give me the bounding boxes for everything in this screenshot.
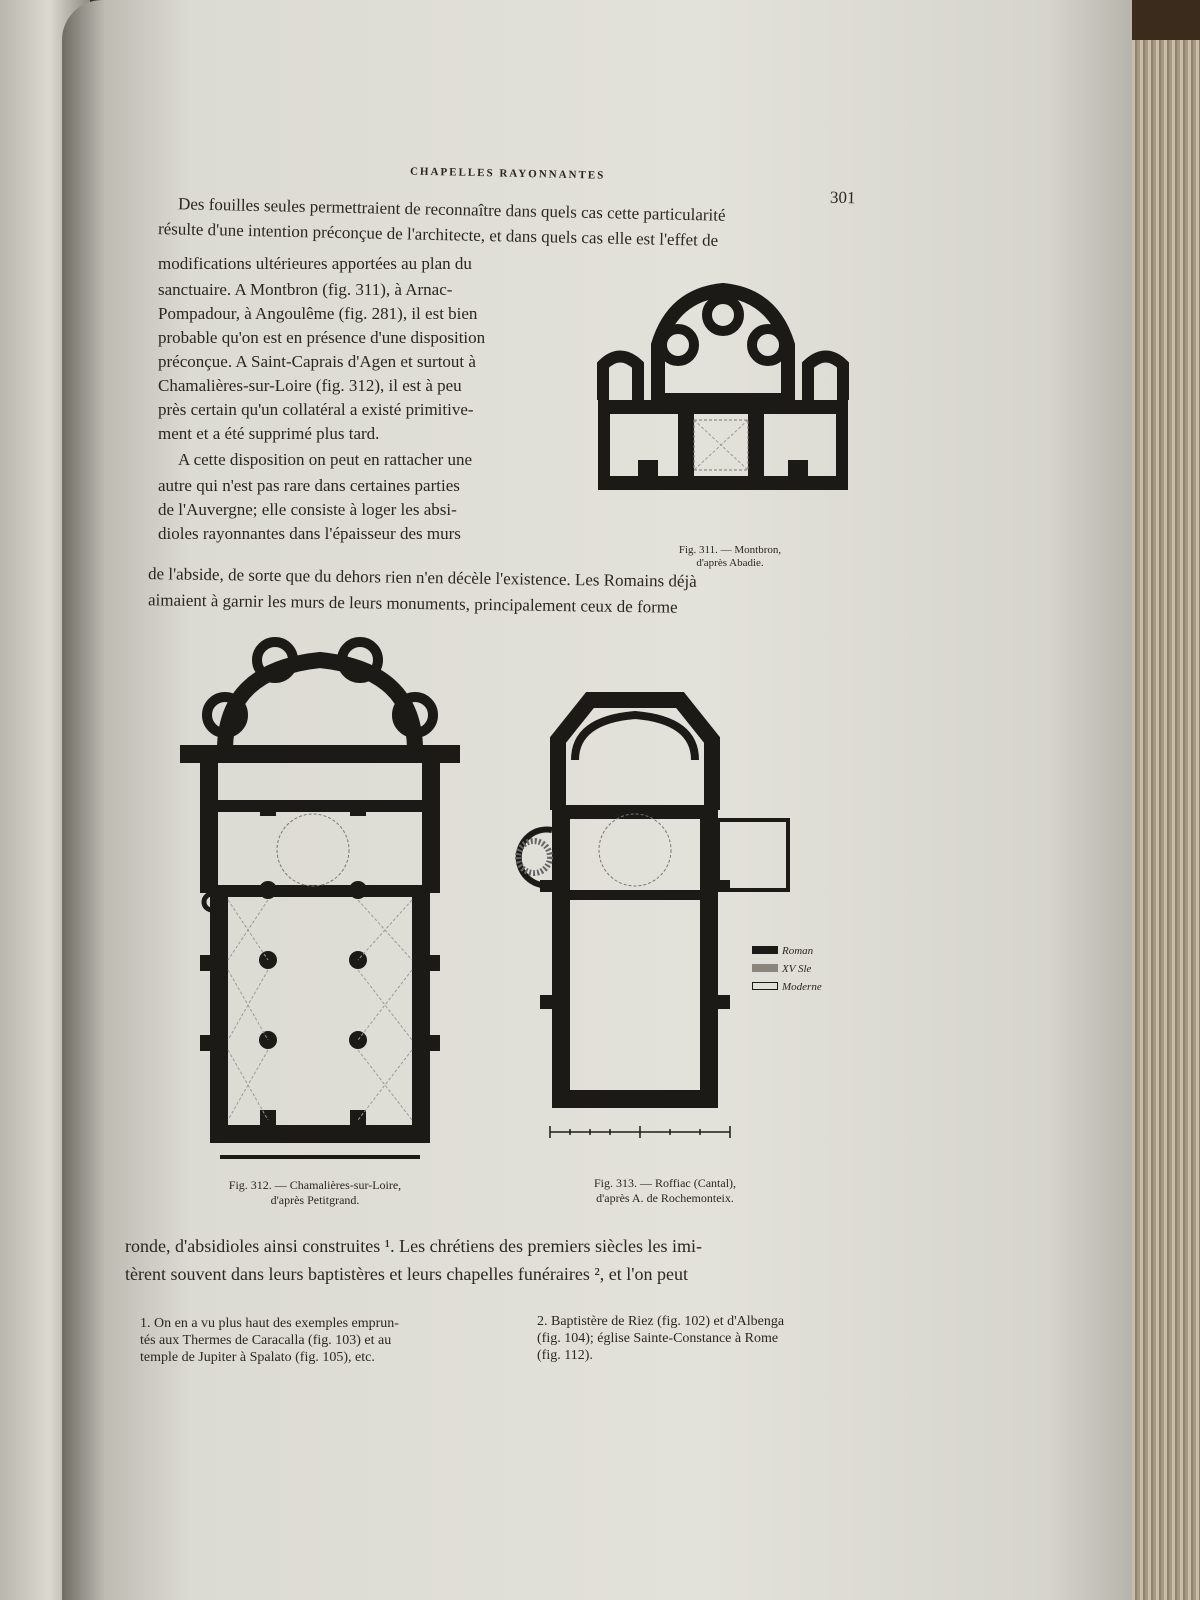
text-line: aimaient à garnir les murs de leurs monuments, principalement ceux de forme — [147, 590, 678, 617]
fig-313-plan — [530, 700, 860, 1150]
legend-item — [752, 960, 822, 978]
text-line: de l'Auvergne; elle consiste à loger les absi- — [158, 500, 457, 519]
footnote-line: 2. Baptistère de Riez (fig. 102) et d'Albenga — [537, 1314, 785, 1329]
text-line: Des fouilles seules permettraient de reconnaître dans quels cas cette particularité — [177, 194, 726, 225]
text-line: modifications ultérieures apportées au plan du — [158, 254, 472, 273]
text-line: probable qu'on est en présence d'une disposition — [158, 328, 486, 347]
footnote-1 — [140, 1315, 520, 1366]
legend-swatch — [752, 982, 778, 990]
caption-line: d'après A. de Rochemonteix. — [596, 1191, 734, 1205]
fig-312-caption — [180, 1178, 450, 1208]
footnote-2 — [537, 1313, 897, 1364]
footnote-line: 1. On en a vu plus haut des exemples emprun- — [140, 1316, 399, 1331]
text-line: près certain qu'un collatéral a existé primitive- — [158, 400, 474, 419]
caption-line: d'après Abadie. — [696, 557, 764, 569]
legend-item — [752, 978, 822, 996]
text-line: de l'abside, de sorte que du dehors rien n'en décèle l'existence. Les Romains déjà — [147, 564, 697, 591]
caption-line: Fig. 311. — Montbron, — [678, 544, 782, 556]
running-head: CHAPELLES RAYONNANTES — [409, 165, 606, 182]
text-line: A cette disposition on peut en rattacher une — [178, 450, 473, 469]
text-line: sanctuaire. A Montbron (fig. 311), à Arnac- — [158, 280, 453, 299]
text-line: tèrent souvent dans leurs baptistères et leurs chapelles funéraires ², et l'on peut — [125, 1264, 688, 1284]
fig-311-caption — [640, 544, 820, 570]
footnote-line: (fig. 104); église Sainte-Constance à Rome — [537, 1331, 779, 1346]
legend-label: XV Sle — [782, 963, 812, 975]
footnote-line: temple de Jupiter à Spalato (fig. 105), etc. — [140, 1350, 375, 1365]
caption-line: Fig. 312. — Chamalières-sur-Loire, — [228, 1178, 402, 1192]
text-line: autre qui n'est pas rare dans certaines parties — [158, 476, 460, 495]
plan-legend — [752, 942, 822, 996]
fig-311-plan — [598, 290, 858, 500]
text-line: préconçue. A Saint-Caprais d'Agen et surtout à — [158, 352, 476, 371]
legend-swatch — [752, 946, 778, 954]
caption-line: d'après Petitgrand. — [270, 1193, 360, 1207]
fig-313-caption — [540, 1176, 790, 1206]
text-line: dioles rayonnantes dans l'épaisseur des murs — [158, 524, 461, 543]
legend-label: Moderne — [782, 981, 822, 993]
legend-swatch — [752, 964, 778, 972]
legend-label: Roman — [782, 945, 814, 957]
footnote-line: tés aux Thermes de Caracalla (fig. 103) et au — [140, 1333, 392, 1348]
footnote-line: (fig. 112). — [537, 1348, 593, 1363]
text-line: ronde, d'absidioles ainsi construites ¹. Les chrétiens des premiers siècles les imi- — [125, 1236, 702, 1256]
legend-item — [752, 942, 822, 960]
text-line: ment et a été supprimé plus tard. — [158, 424, 380, 443]
fig-312-plan — [180, 640, 470, 1160]
text-line: Chamalières-sur-Loire (fig. 312), il est à peu — [158, 376, 462, 395]
page-number: 301 — [829, 187, 856, 208]
text-line: résulte d'une intention préconçue de l'architecte, et dans quels cas elle est l'effet de — [157, 219, 719, 250]
caption-line: Fig. 313. — Roffiac (Cantal), — [593, 1176, 737, 1190]
text-line: Pompadour, à Angoulême (fig. 281), il est bien — [158, 304, 478, 323]
